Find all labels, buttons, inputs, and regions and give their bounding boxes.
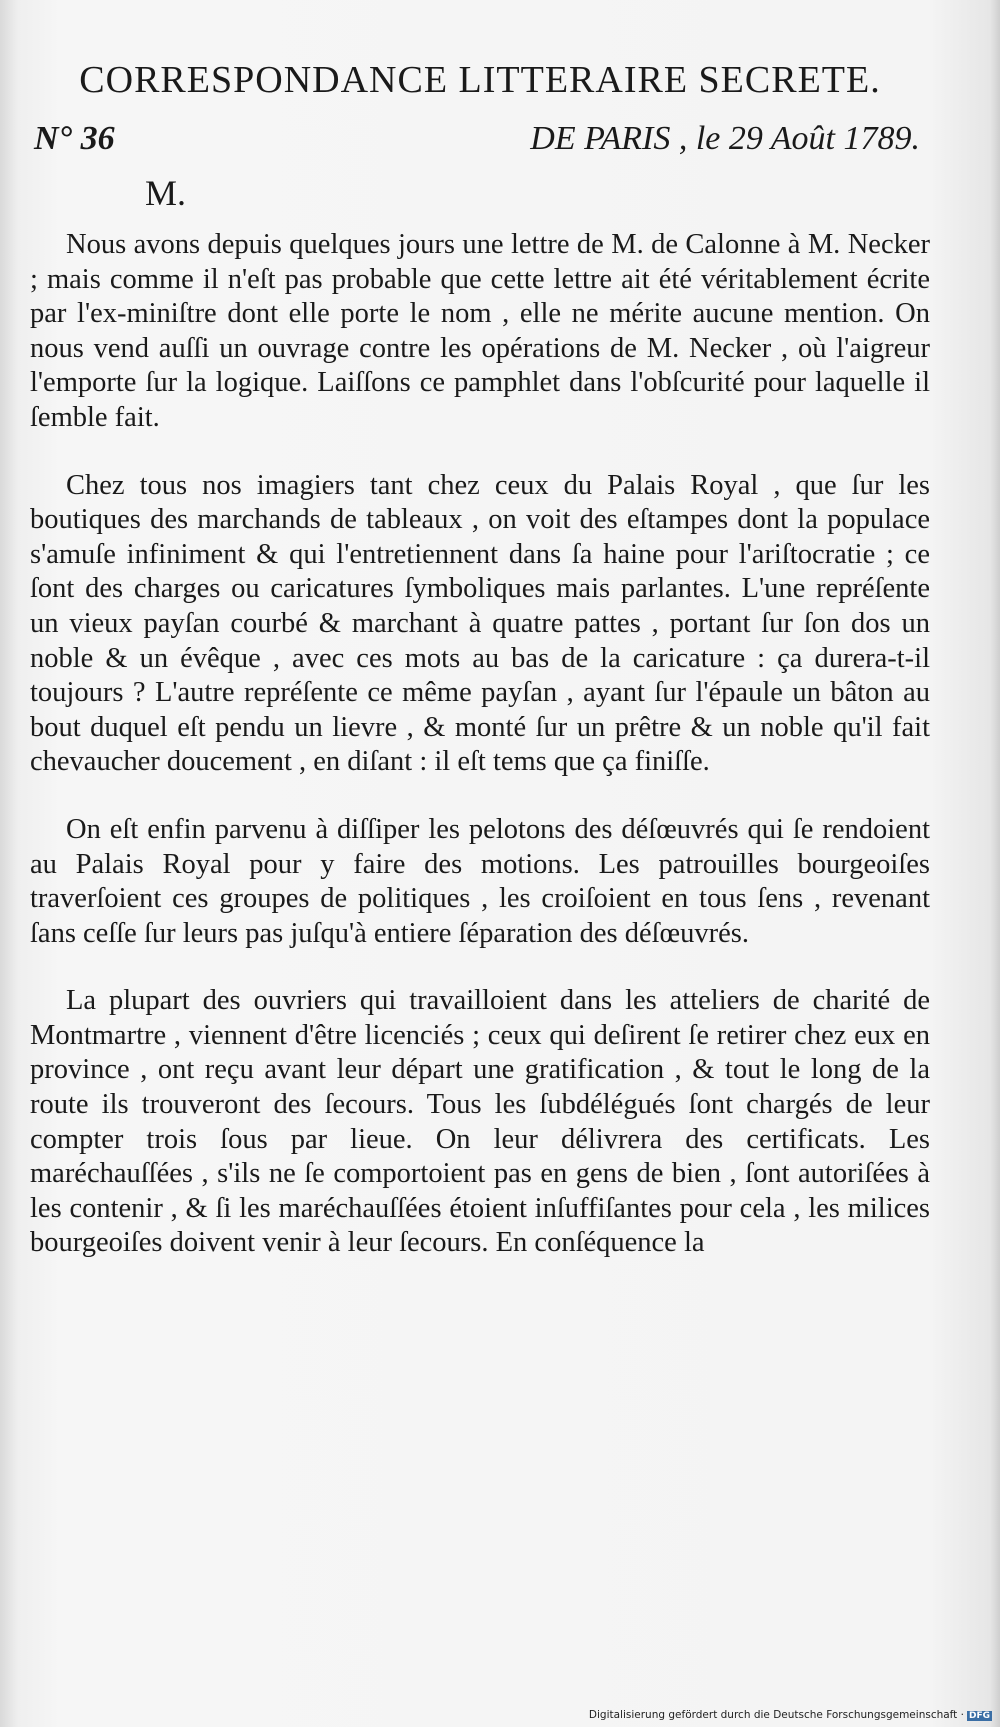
paragraph-1: Nous avons depuis quelques jours une lettre de M. de Calonne à M. Necker ; mais comme il n'eſt pas probable que cette lettre ait été véritablement écrite par l'ex-miniſtre dont elle porte le nom , elle ne mérite aucune mention. On nous vend auſſi un ouvrage contre les opérations de M. Necker , où l'aigreur l'emporte ſur la logique. Laiſſons ce pamphlet dans l'obſcurité pour laquelle il ſemble fait. (30, 229, 930, 433)
document-page (30, 58, 930, 1294)
masthead-title: CORRESPONDANCE LITTERAIRE SECRETE. (79, 59, 881, 101)
digitization-credit (589, 1709, 992, 1721)
paragraph-3: On eſt enfin parvenu à diſſiper les pelotons des déſœuvrés qui ſe rendoient au Palais Royal pour y faire des motions. Les patrouilles bourgeoiſes traverſoient ces groupes de politiques , les croiſoient en tous ſens , revenant ſans ceſſe ſur leurs pas juſqu'à entiere ſéparation des déſœuvrés. (30, 813, 930, 949)
issue-number: N° 36 (34, 120, 115, 157)
paragraph-4: La plupart des ouvriers qui travailloient dans les atteliers de charité de Montmartre , viennent d'être licenciés ; ceux qui deſirent ſe retirer chez eux en province , ont reçu avant leur départ une gratification , & tout le long de la route ils trouveront des ſecours. Tous les ſubdélégués ſont chargés de leur compter trois ſous par lieue. On leur délivrera des certificats. Les maréchauſſées , s'ils ne ſe comportoient pas en gens de bien , ſont autoriſées à les contenir , & ſi les maréchauſſées étoient inſuffiſantes pour cela , les milices bourgeoiſes doivent venir à leur ſecours. En conſéquence la (30, 985, 930, 1259)
dateline (30, 120, 930, 164)
dfg-logo: DFG (968, 1711, 990, 1721)
salutation: M. (145, 173, 187, 213)
place-and-date: DE PARIS , le 29 Août 1789. (530, 120, 920, 157)
credit-text: Digitalisierung gefördert durch die Deutsche Forschungsgemeinschaft · (588, 1709, 964, 1721)
paragraph-2: Chez tous nos imagiers tant chez ceux du Palais Royal , que ſur les boutiques des marchands de tableaux , on voit des eſtampes dont la populace s'amuſe infiniment & qui l'entretiennent dans ſa haine pour l'ariſtocratie ; ce ſont des charges ou caricatures ſymboliques mais parlantes. L'une repréſente un vieux payſan courbé & marchant à quatre pattes , portant ſur ſon dos un noble & un évêque , avec ces mots au bas de la caricature : ça durera-t-il toujours ? L'autre repréſente ce même payſan , ayant ſur l'épaule un bâton au bout duquel eſt pendu un lievre , & monté ſur un prêtre & un noble qu'il fait chevaucher doucement , en diſant : il eſt tems que ça finiſſe. (30, 469, 930, 778)
